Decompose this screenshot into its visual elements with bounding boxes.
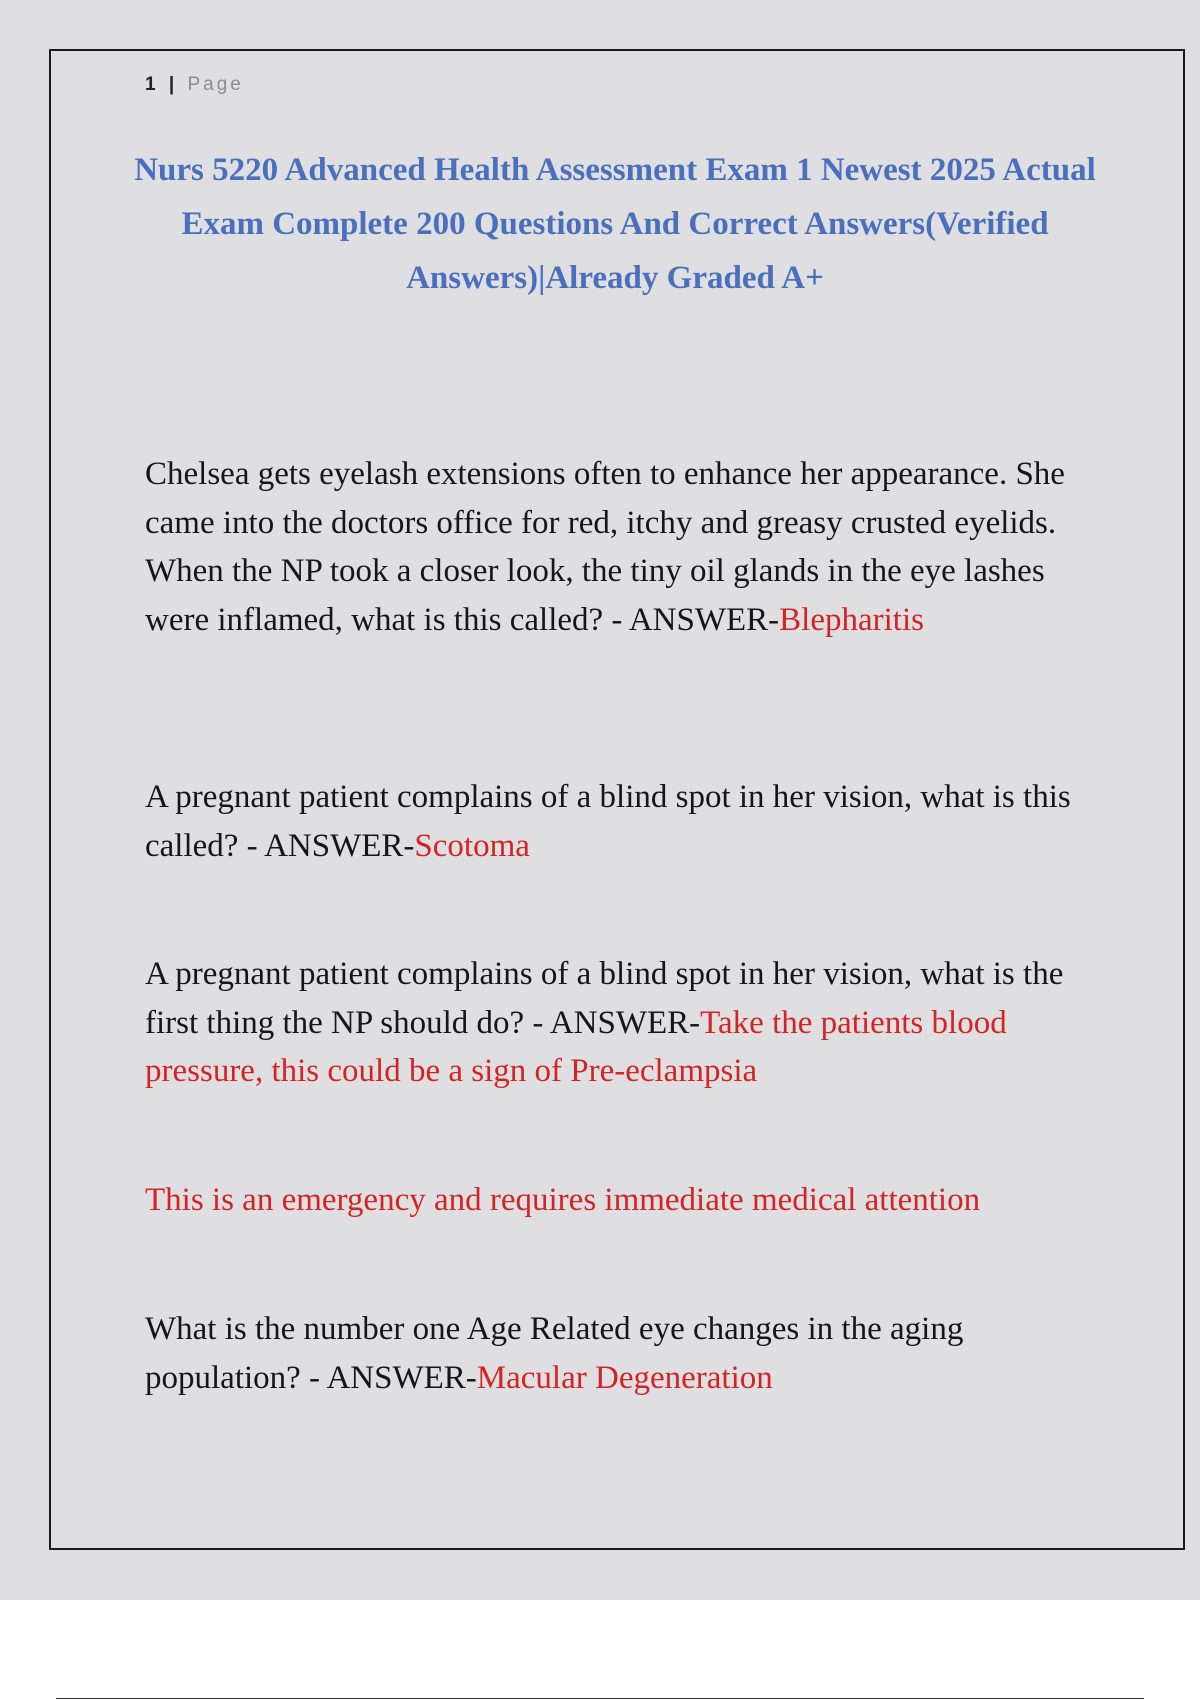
answer-text: This is an emergency and requires immediate medical attention bbox=[145, 1182, 981, 1218]
answer-text: Scotoma bbox=[414, 827, 530, 864]
qa-item-4 bbox=[145, 1176, 1095, 1225]
page-word: Page bbox=[187, 74, 244, 95]
question-text: Chelsea gets eyelash extensions often to enhance her appearance. She came into the doctors office for red, itchy and greasy crusted eyelids. When the NP took a closer look, the tiny oil glands in the eye lashes were inflamed, what is this called? - ANSWER- bbox=[145, 456, 1065, 638]
answer-text: Blepharitis bbox=[779, 601, 924, 638]
question-text: A pregnant patient complains of a blind spot in her vision, what is this called? - ANSWER- bbox=[145, 779, 1071, 864]
page-number: 1 bbox=[145, 74, 159, 95]
answer-text: Take the patients blood pressure, this could be a sign of Pre-eclampsia bbox=[145, 1004, 1007, 1089]
page-separator: | bbox=[168, 74, 178, 95]
qa-item-3 bbox=[145, 950, 1095, 1096]
qa-item-5 bbox=[145, 1305, 1095, 1402]
qa-item-2 bbox=[145, 773, 1095, 870]
page-number-header bbox=[145, 74, 244, 96]
next-page-top-rule bbox=[56, 1698, 1144, 1699]
document-title: Nurs 5220 Advanced Health Assessment Exam 1 Newest 2025 Actual Exam Complete 200 Questions And Correct Answers(Verified Answers)|Already Graded A+ bbox=[134, 152, 1096, 296]
answer-text: Macular Degeneration bbox=[476, 1359, 773, 1396]
question-text: A pregnant patient complains of a blind spot in her vision, what is the first thing the NP should do? - ANSWER- bbox=[145, 956, 1064, 1041]
question-text: What is the number one Age Related eye changes in the aging population? - ANSWER- bbox=[145, 1311, 964, 1396]
qa-item-1 bbox=[145, 450, 1095, 644]
